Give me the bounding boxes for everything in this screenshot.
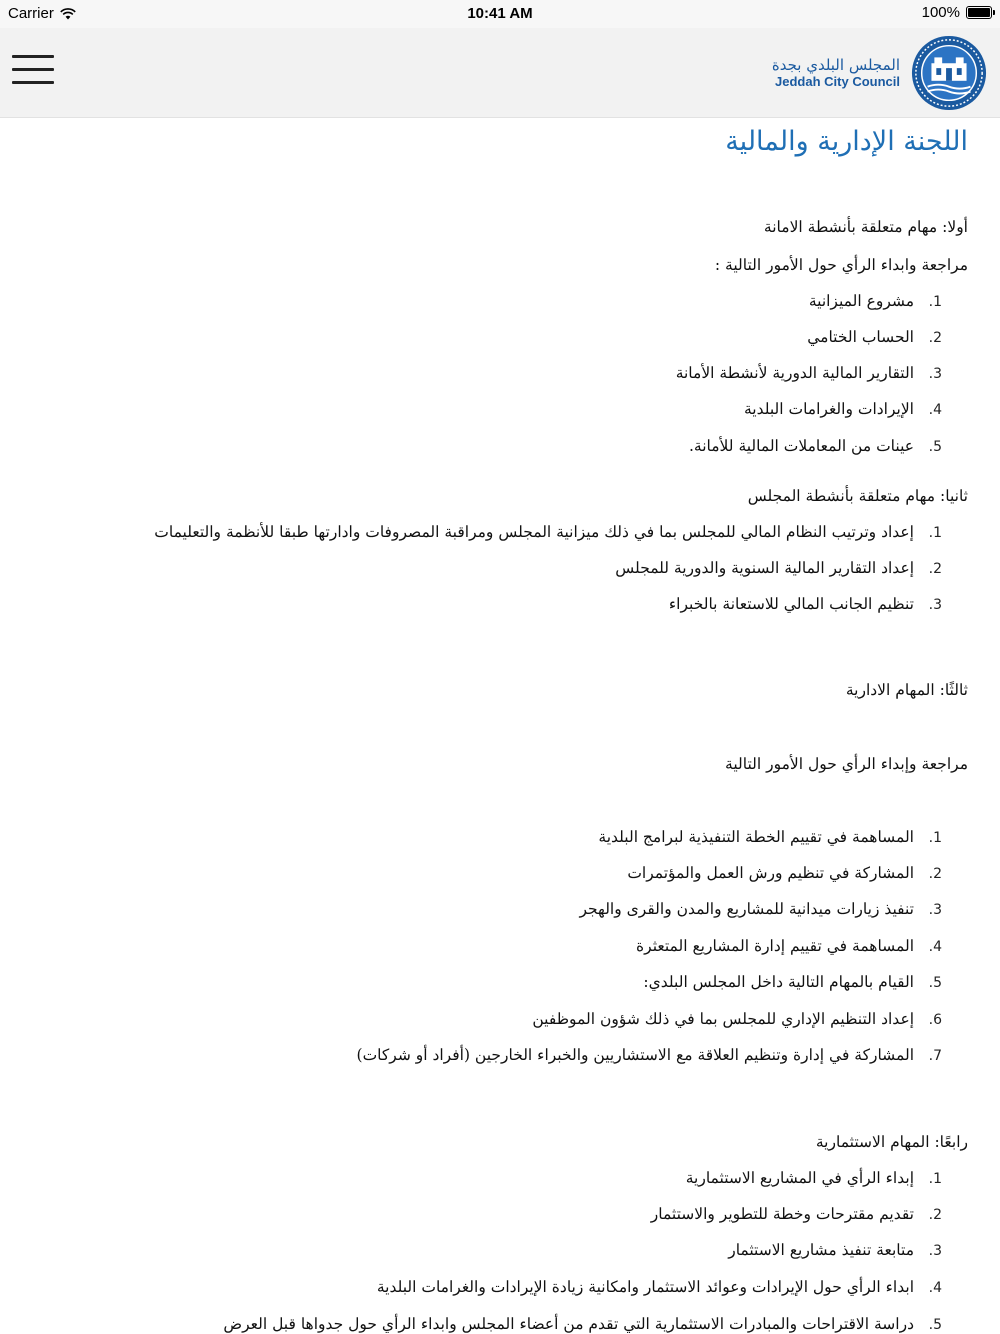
council-logo[interactable] [772,34,988,112]
list-item: 3.متابعة تنفيذ مشاريع الاستثمار [728,1241,942,1259]
hamburger-menu-button[interactable] [12,50,56,90]
app-header [0,28,1000,118]
carrier-label: Carrier [8,5,54,22]
list-item: 4.الإيرادات والغرامات البلدية [743,400,942,418]
section1-intro: مراجعة وابداء الرأي حول الأمور التالية : [714,256,968,274]
list-item: 2.تقديم مقترحات وخطة للتطوير والاستثمار [650,1205,942,1223]
menu-line-icon [12,55,54,58]
list-item: 2.الحساب الختامي [807,328,942,346]
list-item: 3.تنفيذ زيارات ميدانية للمشاريع والمدن والقرى والهجر [579,900,942,918]
list-item: 3.التقارير المالية الدورية لأنشطة الأمانة [675,364,942,382]
list-item: 1.إبداء الرأي في المشاريع الاستثمارية [685,1169,942,1187]
list-item: 2.إعداد التقارير المالية السنوية والدورية للمجلس [615,559,942,577]
logo-arabic-name: المجلس البلدي بجدة [771,56,900,74]
section1-heading: أولا: مهام متعلقة بأنشطة الامانة [763,218,968,236]
logo-text [772,56,900,90]
list-item: 7.المشاركة في إدارة وتنظيم العلاقة مع الاستشاريين والخبراء الخارجين (أفراد أو شركات) [356,1046,942,1064]
status-bar [0,0,1000,28]
list-item: 2.المشاركة في تنظيم ورش العمل والمؤتمرات [627,864,942,882]
section2-heading: ثانيا: مهام متعلقة بأنشطة المجلس [747,487,968,505]
list-item: 5.القيام بالمهام التالية داخل المجلس البلدي: [643,973,942,991]
list-item: 6.إعداد التنظيم الإداري للمجلس بما في ذلك شؤون الموظفين [532,1010,942,1028]
list-item: 1.المساهمة في تقييم الخطة التنفيذية لبرامج البلدية [598,828,942,846]
list-item: 4.المساهمة في تقييم إدارة المشاريع المتعثرة [636,937,942,955]
page-content[interactable] [0,118,1000,1334]
clock: 10:41 AM [467,5,533,22]
page-title: اللجنة الإدارية والمالية [725,126,968,157]
menu-line-icon [12,81,54,84]
list-item: 1.مشروع الميزانية [808,292,942,310]
menu-line-icon [12,68,54,71]
battery-indicator [922,4,992,21]
list-item: 3.تنظيم الجانب المالي للاستعانة بالخبراء [668,595,942,613]
list-item: 5.دراسة الاقتراحات والمبادرات الاستثمارية التي تقدم من أعضاء المجلس وابداء الرأي حول جدواها قبل العرض [223,1315,942,1333]
logo-english-name: Jeddah City Council [775,74,900,89]
battery-percent: 100% [921,4,960,21]
battery-icon [966,6,992,19]
list-item: 5.عينات من المعاملات المالية للأمانة. [688,437,942,455]
section3-heading: ثالثًا: المهام الادارية [845,681,968,699]
council-emblem-icon [910,34,988,112]
section4-heading: رابعًا: المهام الاستثمارية [815,1133,968,1151]
list-item: 1.إعداد وترتيب النظام المالي للمجلس بما في ذلك ميزانية المجلس ومراقبة المصروفات وادارتها طبقا للأنظمة والتعليمات [154,523,942,541]
section3-intro: مراجعة وإبداء الرأي حول الأمور التالية [725,755,968,773]
list-item: 4.ابداء الرأي حول الإيرادات وعوائد الاستثمار وامكانية زيادة الإيرادات والغرامات البلدية [376,1278,942,1296]
